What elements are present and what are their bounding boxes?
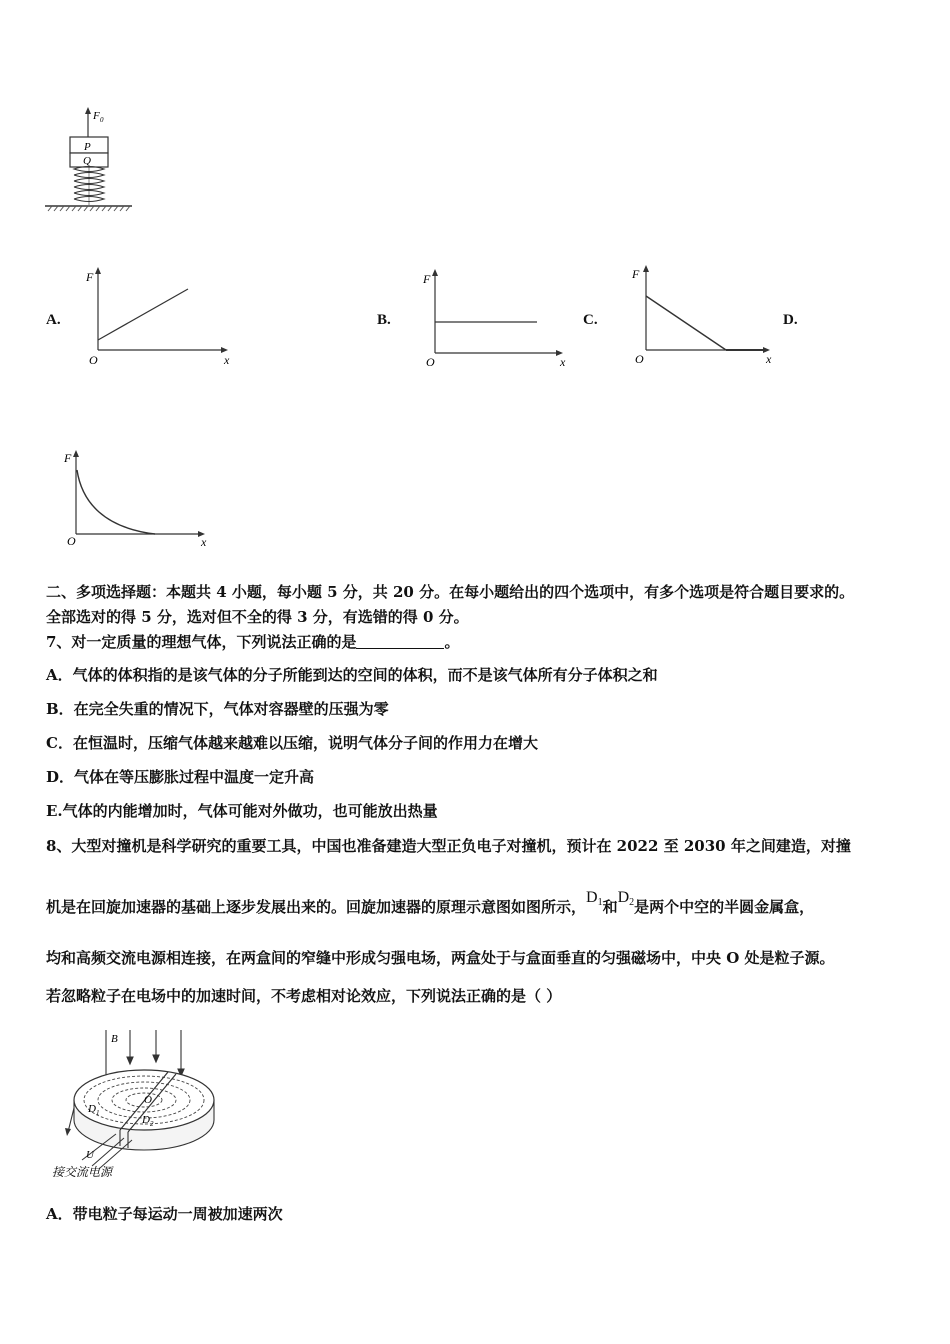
q8-stem-line3: 均和高频交流电源相连接，在两盒间的窄缝中形成匀强电场，两盒处于与盒面垂直的匀强磁场中，中央 O 处是粒子源。 (46, 949, 835, 967)
section2-heading-line2: 全部选对的得 5 分，选对但不全的得 3 分，有选错的得 0 分。 (46, 608, 469, 626)
graph-d-x-label: x (201, 535, 207, 548)
graph-option-d-label: D. (783, 312, 798, 328)
graph-c-f-label: F (632, 267, 640, 281)
q8-option-a[interactable]: A．带电粒子每运动一周被加速两次 (46, 1205, 283, 1223)
graph-d-origin: O (67, 534, 76, 548)
q8-stem-line4: 若忽略粒子在电场中的加速时间，不考虑相对论效应，下列说法正确的是（ ） (46, 987, 562, 1005)
graph-d-curve (77, 470, 155, 534)
graph-b-x-label: x (560, 355, 566, 369)
force-sub: 0 (100, 116, 104, 124)
graph-a-f-label: F (86, 270, 94, 284)
q8-d2-sub: 2 (629, 897, 635, 908)
q8-d1-symbol: D (586, 889, 598, 906)
q8-line2-text: 机是在回旋加速器的基础上逐步发展出来的。回旋加速器的原理示意图如图所示， (46, 898, 587, 916)
q7-answer-blank[interactable] (356, 634, 444, 649)
graph-b-f-label: F (423, 272, 431, 286)
q7-stem-end: 。 (444, 633, 460, 651)
cyclotron-d1-sub: 1 (96, 1109, 100, 1117)
graph-a-line (98, 289, 188, 340)
q8-and: 和 (602, 898, 618, 916)
block-q-label: Q (83, 155, 91, 167)
section2-heading-line1: 二、多项选择题：本题共 4 小题，每小题 5 分，共 20 分。在每小题给出的四个选项中，有多个选项是符合题目要求的。 (46, 583, 855, 601)
force-label: F (93, 110, 100, 122)
block-p-label: P (84, 141, 91, 153)
cyclotron-o-label: O (144, 1094, 152, 1106)
cyclotron-d1-label: D (88, 1103, 96, 1115)
graph-a (80, 265, 245, 370)
cyclotron-d2-sub: 2 (150, 1120, 154, 1128)
cyclotron-caption: 接交流电源 (52, 1165, 113, 1179)
graph-a-origin: O (89, 353, 98, 367)
cyclotron-d2-label: D (142, 1114, 150, 1126)
q7-stem (46, 632, 459, 652)
graph-b (415, 265, 575, 370)
cyclotron-u-label: U (86, 1149, 94, 1161)
q8-stem-line2 (46, 889, 815, 923)
graph-option-a-label: A. (46, 312, 61, 328)
q7-option-d[interactable]: D．气体在等压膨胀过程中温度一定升高 (46, 768, 315, 786)
q8-stem-line1: 8、大型对撞机是科学研究的重要工具，中国也准备建造大型正负电子对撞机，预计在 2022 至 2030 年之间建造，对撞 (46, 837, 851, 855)
graph-d (60, 448, 215, 548)
graph-b-origin: O (426, 355, 435, 369)
q7-option-c[interactable]: C．在恒温时，压缩气体越来越难以压缩，说明气体分子间的作用力在增大 (46, 734, 538, 752)
graph-a-x-label: x (224, 353, 230, 367)
spring-block-figure (40, 105, 140, 220)
graph-c-line (646, 296, 726, 350)
q7-option-b[interactable]: B．在完全失重的情况下，气体对容器壁的压强为零 (46, 700, 389, 718)
q8-d1-sub: 1 (597, 897, 603, 908)
graph-d-f-label: F (64, 451, 72, 465)
graph-c-origin: O (635, 352, 644, 366)
cyclotron-figure (48, 1028, 223, 1180)
q7-option-e[interactable]: E.气体的内能增加时，气体可能对外做功，也可能放出热量 (46, 802, 438, 820)
q7-option-a[interactable]: A．气体的体积指的是该气体的分子所能到达的空间的体积，而不是该气体所有分子体积之和 (46, 666, 658, 684)
cyclotron-b-label: B (111, 1033, 118, 1045)
q8-line2-end: 是两个中空的半圆金属盒， (634, 898, 815, 916)
graph-option-c-label: C. (583, 312, 598, 328)
q8-d2-symbol: D (617, 889, 630, 906)
graph-c (622, 263, 782, 370)
graph-c-x-label: x (766, 352, 772, 366)
q7-stem-text: 7、对一定质量的理想气体，下列说法正确的是 (46, 633, 357, 651)
graph-option-b-label: B. (377, 312, 391, 328)
